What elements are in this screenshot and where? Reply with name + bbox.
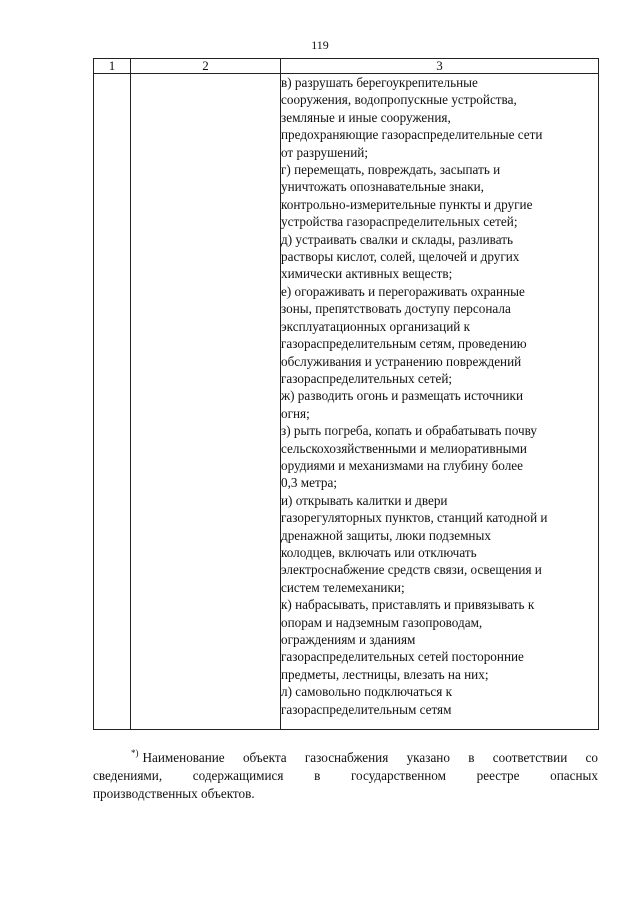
footnote-word: сведениями, [93, 768, 163, 783]
text-line: з) рыть погреба, копать и обрабатывать почву [281, 423, 537, 439]
text-line: д) устраивать свалки и склады, разливать [281, 231, 513, 247]
footnote-word: реестре [476, 768, 520, 783]
footnote-word: содержащимися [192, 768, 284, 783]
text-line: дренажной защиты, люки подземных [281, 527, 491, 543]
text-line: опорам и надземным газопроводам, [281, 614, 483, 630]
table-cell-col1 [94, 74, 131, 730]
text-line: от разрушений; [281, 144, 368, 160]
text-line: зоны, препятствовать доступу персонала [281, 301, 511, 317]
page-number: 119 [311, 38, 329, 52]
text-line: и) открывать калитки и двери [281, 492, 448, 508]
text-line: сооружения, водопропускные устройства, [281, 92, 517, 108]
text-line: орудиями и механизмами на глубину более [281, 457, 523, 473]
text-line: систем телемеханики; [281, 579, 405, 595]
text-line: предохраняющие газораспределительные сети [281, 127, 543, 143]
column-header-3: 3 [281, 59, 599, 74]
footnote [93, 744, 598, 803]
text-line: ж) разводить огонь и размещать источники [281, 388, 524, 404]
text-line: химически активных веществ; [281, 266, 453, 282]
text-line: г) перемещать, повреждать, засыпать и [281, 162, 501, 178]
text-line: 0,3 метра; [281, 475, 338, 491]
document-table [93, 58, 599, 730]
text-line: устройства газораспределительных сетей; [281, 214, 518, 230]
text-line: к) набрасывать, приставлять и привязывать к [281, 597, 535, 613]
text-line: обслуживания и устранению повреждений [281, 353, 522, 369]
text-line: е) огораживать и перегораживать охранные [281, 283, 525, 299]
column-header-1: 1 [94, 59, 131, 74]
text-line: контрольно-измерительные пункты и другие [281, 196, 533, 212]
text-line: газораспределительным сетям, проведению [281, 336, 527, 352]
text-line: земляные и иные сооружения, [281, 109, 451, 125]
footnote-line-2 [93, 767, 598, 785]
text-line: электроснабжение средств связи, освещения и [281, 562, 542, 578]
text-line: эксплуатационных организаций к [281, 318, 471, 334]
text-line: газораспределительных сетей; [281, 370, 453, 386]
text-line: колодцев, включать или отключать [281, 544, 477, 560]
footnote-line-1: *) Наименование объекта газоснабжения указано в соответствии со [131, 748, 598, 765]
table-row [94, 74, 599, 730]
text-line: в) разрушать берегоукрепительные [281, 75, 478, 90]
table-header-row [94, 59, 599, 74]
text-line: сельскохозяйственными и мелиоративными [281, 440, 527, 456]
table-cell-col2 [131, 74, 281, 730]
text-line: л) самовольно подключаться к [281, 684, 453, 700]
text-line: огня; [281, 405, 310, 421]
text-line: ограждениям и зданиям [281, 632, 416, 647]
footnote-line-3: производственных объектов. [93, 786, 255, 801]
text-line: газорегуляторных пунктов, станций катодной и [281, 510, 548, 526]
text-line: газораспределительных сетей посторонние [281, 649, 524, 665]
footnote-word: государственном [350, 768, 446, 783]
table-cell-col3 [281, 74, 599, 730]
footnote-word: в [314, 768, 321, 783]
text-line: уничтожать опознавательные знаки, [281, 179, 484, 195]
text-line: растворы кислот, солей, щелочей и других [281, 249, 520, 265]
column-header-2: 2 [131, 59, 281, 74]
text-line: газораспределительным сетям [281, 701, 452, 717]
footnote-marker: *) [131, 748, 139, 758]
text-line: предметы, лестницы, влезать на них; [281, 666, 489, 682]
footnote-word: опасных [550, 768, 598, 783]
